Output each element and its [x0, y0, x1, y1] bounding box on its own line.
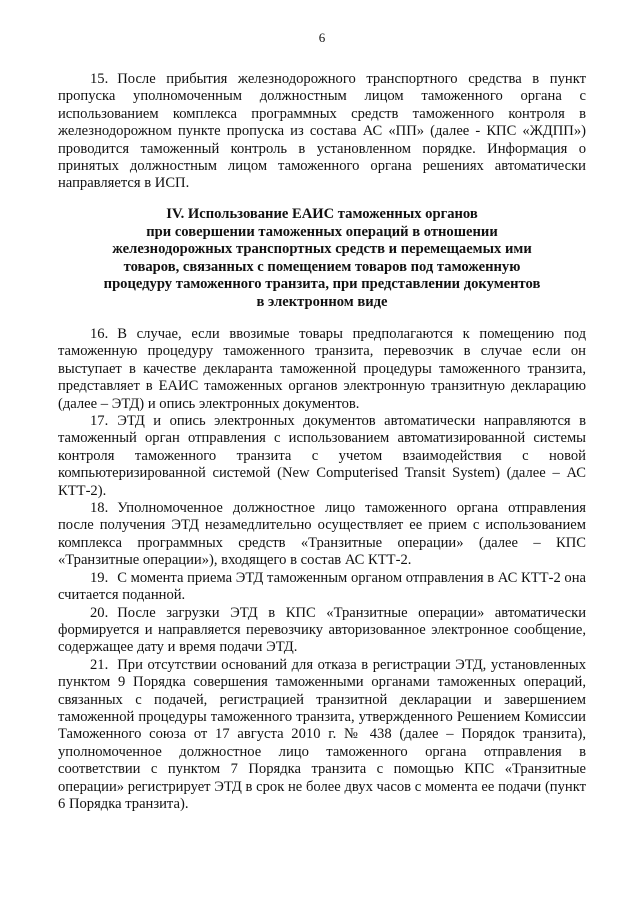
- paragraph-21: [58, 657, 586, 814]
- paragraph-text: После загрузки ЭТД в КПС «Транзитные операции» автоматически формируется и направляется перевозчику авторизованное электронное сообщение, содержащее дату и время подачи ЭТД.: [58, 604, 586, 656]
- paragraph-number: 21.: [90, 656, 109, 673]
- paragraph-block-top: [58, 71, 586, 193]
- paragraph-number: 19.: [90, 569, 109, 586]
- section-heading-line: в электронном виде: [256, 293, 388, 310]
- paragraph-number: 16.: [90, 326, 109, 342]
- paragraph-text: С момента приема ЭТД таможенным органом отправления в АС КТТ-2 она считается поданной.: [58, 569, 586, 604]
- paragraph-number: 20.: [90, 604, 109, 621]
- paragraph-text: Уполномоченное должностное лицо таможенного органа отправления после получения ЭТД незамедлительно осуществляет ее прием с использованием комплекса программных средств «Транзитные операции» (далее – КПС «Транзитные операции»), входящего в состав АС КТТ-2.: [58, 500, 586, 569]
- section-heading-line: при совершении таможенных операций в отношении: [146, 223, 498, 240]
- paragraph-text: После прибытия железнодорожного транспортного средства в пункт пропуска уполномоченным должностным лицом таможенного органа с использованием комплекса программных средств таможенного контроля в железнодорожном пункте пропуска из состава АС «ПП» (далее - КПС «ЖДПП») проводится таможенный контроль в установленном порядке. Информация о принятых должностным лицом таможенного органа решениях автоматически направляется в ИСП.: [58, 71, 586, 192]
- paragraph-number: 17.: [90, 413, 109, 430]
- paragraph-text: ЭТД и опись электронных документов автоматически направляются в таможенный орган отправления с использованием автоматизированной системы контроля таможенного транзита с учетом взаимодействия с новой компьютеризированной системой (New Computerised Transit System) (далее – АС КТТ-2).: [58, 413, 586, 499]
- paragraph-block-main: [58, 326, 586, 813]
- paragraph-text: В случае, если ввозимые товары предполагаются к помещению под таможенную процедуру таможенного транзита, перевозчик в случае если он выступает в качестве декларанта таможенной процедуры таможенного транзита, представляет в ЕАИС таможенных органов электронную транзитную декларацию (далее – ЭТД) и опись электронных документов.: [58, 326, 586, 412]
- section-heading-line: IV. Использование ЕАИС таможенных органов: [166, 206, 478, 222]
- page-number: 6: [318, 30, 326, 45]
- paragraph-19: [58, 570, 586, 605]
- section-heading-line: товаров, связанных с помещением товаров под таможенную: [123, 258, 521, 275]
- paragraph-18: [58, 500, 586, 570]
- section-heading: [58, 206, 586, 312]
- paragraph-16: [58, 326, 586, 413]
- paragraph-17: [58, 413, 586, 500]
- section-heading-line: железнодорожных транспортных средств и перемещаемых ими: [112, 241, 532, 258]
- paragraph-number: 15.: [90, 71, 109, 87]
- paragraph-number: 18.: [90, 500, 109, 517]
- paragraph-15: [58, 71, 586, 193]
- section-heading-line: процедуру таможенного транзита, при представлении документов: [103, 276, 541, 293]
- paragraph-text: При отсутствии оснований для отказа в регистрации ЭТД, установленных пунктом 9 Порядка совершения таможенными органами таможенных операций, связанных с подачей, регистрацией транзитной декларации и завершением таможенной процедуры таможенного транзита, утвержденного Решением Комиссии Таможенного союза от 17 августа 2010 г. № 438 (далее – Порядок транзита), уполномоченное должностное лицо таможенного органа отправления в соответствии с пунктом 7 Порядка транзита с помощью КПС «Транзитные операции» регистрирует ЭТД в срок не более двух часов с момента ее подачи (пункт 6 Порядка транзита).: [58, 656, 586, 812]
- paragraph-20: [58, 605, 586, 657]
